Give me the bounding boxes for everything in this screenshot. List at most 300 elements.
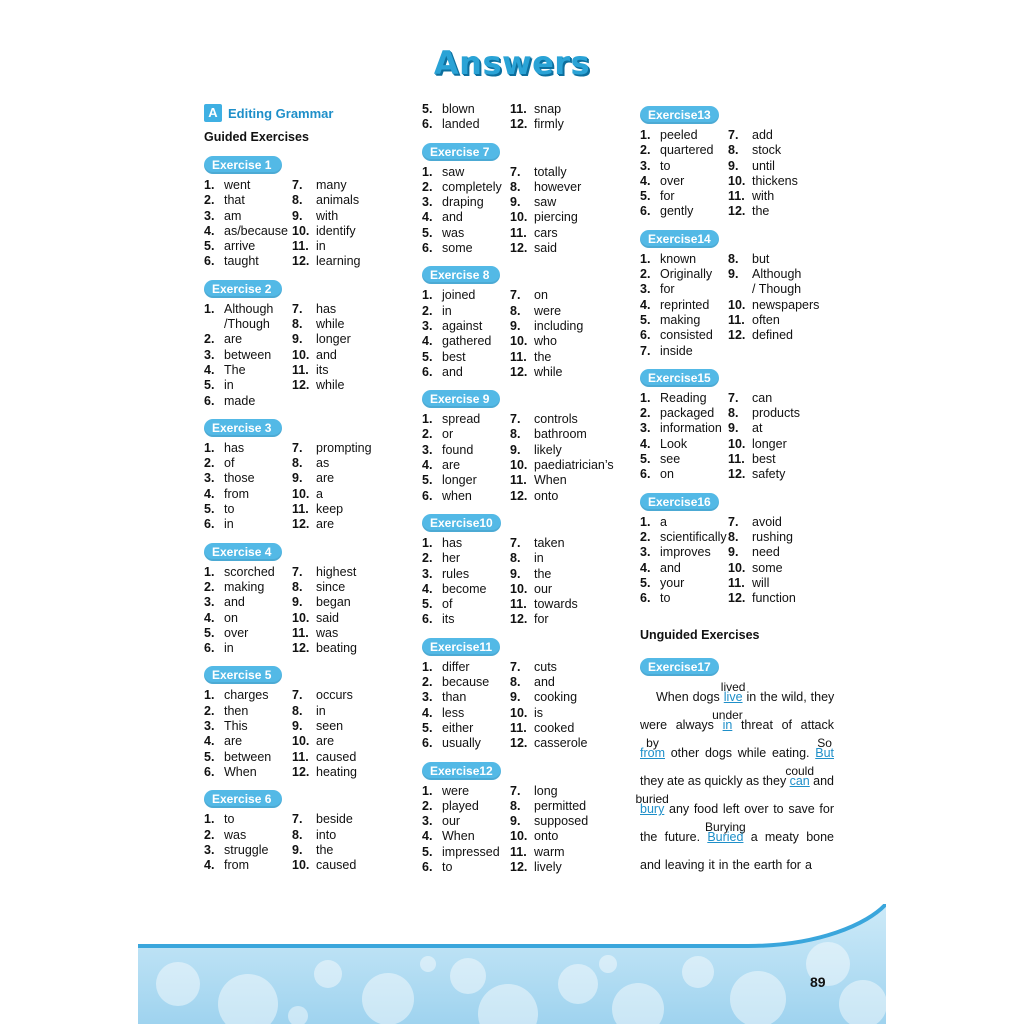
answer-word: then <box>224 703 249 718</box>
answer-item <box>422 473 510 488</box>
answer-word: cuts <box>534 659 557 674</box>
answer-word: to <box>660 158 671 173</box>
answer-list <box>204 441 412 533</box>
answer-number: 9. <box>510 814 521 829</box>
answer-number: 7. <box>510 783 521 798</box>
answer-word: reprinted <box>660 297 710 312</box>
answer-item <box>640 406 728 421</box>
answer-item <box>204 704 292 719</box>
answer-word: arrive <box>224 239 256 254</box>
answer-item <box>292 178 412 193</box>
answer-word: and <box>534 675 555 690</box>
answer-word: learning <box>316 254 361 269</box>
answer-number: 4. <box>204 223 215 238</box>
answer-number: 1. <box>204 564 215 579</box>
answer-word: longer <box>442 473 477 488</box>
answer-item <box>510 180 630 195</box>
answer-number: 3. <box>422 566 433 581</box>
answer-list <box>204 302 412 409</box>
answer-word: said <box>316 610 339 625</box>
answer-word: best <box>442 349 466 364</box>
answer-item <box>204 750 292 765</box>
answer-item <box>204 487 292 502</box>
answer-list <box>422 102 630 133</box>
answer-word: made <box>224 393 256 408</box>
answer-item <box>422 241 510 256</box>
answer-number: 5. <box>204 749 215 764</box>
correction-word: lived <box>720 680 746 695</box>
answer-word: her <box>442 551 461 566</box>
answer-number: 2. <box>204 193 215 208</box>
exercise-label: Exercise 1 <box>204 156 282 174</box>
answer-list <box>422 412 630 504</box>
answer-word: and <box>316 347 337 362</box>
answer-word: in <box>224 517 234 532</box>
answer-word: Although <box>752 267 802 282</box>
answer-number: 1. <box>422 535 433 550</box>
answer-item <box>422 489 510 504</box>
answer-item <box>292 456 412 471</box>
answer-item <box>422 304 510 319</box>
answer-item <box>204 858 292 873</box>
answer-number: 4. <box>422 210 433 225</box>
answer-item <box>728 437 848 452</box>
answer-number: 11. <box>728 189 745 204</box>
answer-item <box>728 128 848 143</box>
answer-number: 8. <box>292 579 303 594</box>
answer-list <box>204 688 412 780</box>
answer-number: 1. <box>422 164 433 179</box>
answer-word: scientifically <box>660 529 727 544</box>
answer-word: went <box>224 178 251 192</box>
answer-number: 12. <box>510 488 528 503</box>
answer-word: from <box>224 858 249 873</box>
answer-word: occurs <box>316 688 353 703</box>
answer-number: 12. <box>292 764 310 779</box>
exercise-label: Exercise11 <box>422 638 500 656</box>
answer-word: a <box>660 514 667 529</box>
answer-item <box>728 328 848 343</box>
answer-word: stock <box>752 143 782 158</box>
answer-word: towards <box>534 597 578 612</box>
answer-item <box>728 143 848 158</box>
answer-list <box>640 252 848 359</box>
corrected-word: But <box>815 746 834 761</box>
answer-number: 1. <box>640 390 651 405</box>
answer-number: 3. <box>422 195 433 210</box>
answer-word: into <box>316 827 337 842</box>
answer-item <box>422 350 510 365</box>
guided-exercises-heading: Guided Exercises <box>204 130 309 144</box>
answer-list <box>204 565 412 657</box>
answer-item <box>292 378 412 393</box>
answer-number: 3. <box>422 814 433 829</box>
answer-item <box>422 117 510 132</box>
exercise-label: Exercise 4 <box>204 543 282 561</box>
corrected-word: can <box>789 774 810 789</box>
answer-number: 9. <box>728 158 739 173</box>
answer-item <box>292 317 412 332</box>
answer-item <box>510 473 630 488</box>
answer-number: 2. <box>204 827 215 842</box>
answer-item <box>510 567 630 582</box>
answer-item <box>204 394 292 409</box>
passage-word: ate <box>667 774 685 789</box>
answer-number: 9. <box>510 566 521 581</box>
answer-item <box>422 597 510 612</box>
answer-list <box>640 391 848 483</box>
answer-word: while <box>534 364 563 379</box>
answer-word: avoid <box>752 514 782 529</box>
answer-word: casserole <box>534 736 588 751</box>
answer-item <box>292 858 412 873</box>
answer-word: many <box>316 178 347 192</box>
answer-item <box>728 406 848 421</box>
answer-word: has <box>316 301 337 316</box>
answer-word: products <box>752 406 800 421</box>
answer-word: animals <box>316 193 360 208</box>
answer-item <box>640 159 728 174</box>
answer-item <box>640 576 728 591</box>
answer-number: 8. <box>728 251 739 266</box>
answer-word: Look <box>660 436 688 451</box>
exercise-label: Exercise17 <box>640 658 719 676</box>
answer-item <box>640 189 728 204</box>
answer-item <box>422 551 510 566</box>
answer-number: 10. <box>292 858 310 873</box>
answer-word: heating <box>316 764 358 779</box>
answer-number: 8. <box>510 798 521 813</box>
answer-word: struggle <box>224 842 269 857</box>
answer-word: impressed <box>442 844 500 859</box>
answer-item <box>728 298 848 313</box>
answer-item <box>292 843 412 858</box>
answer-number: 8. <box>292 827 303 842</box>
answer-word: and <box>660 560 681 575</box>
answer-number: 9. <box>510 442 521 457</box>
answer-item <box>510 660 630 675</box>
answer-item <box>422 567 510 582</box>
answer-item <box>204 348 292 363</box>
passage-word: a <box>750 830 758 845</box>
answer-number: 12. <box>728 467 746 482</box>
answer-word: your <box>660 575 685 590</box>
exercise-label: Exercise13 <box>640 106 719 124</box>
answer-item <box>422 660 510 675</box>
answer-word: was <box>316 625 339 640</box>
passage-word: earth <box>753 858 783 873</box>
page-title: Answers <box>433 44 591 82</box>
answer-number: 4. <box>422 581 433 596</box>
answer-word: against <box>442 318 483 333</box>
answer-word: / Though <box>752 282 802 297</box>
exercise-label: Exercise 8 <box>422 266 500 284</box>
answer-item <box>204 239 292 254</box>
passage-word: over <box>744 802 769 817</box>
answer-word: as/because <box>224 223 288 238</box>
passage-word: the <box>732 858 750 873</box>
answer-item <box>510 458 630 473</box>
answer-number: 6. <box>422 241 433 256</box>
answer-word: landed <box>442 117 480 132</box>
answer-item <box>728 204 848 219</box>
answer-item <box>728 421 848 436</box>
answer-number: 2. <box>204 332 215 347</box>
answer-item <box>292 765 412 780</box>
answer-item <box>510 102 630 117</box>
answer-word: onto <box>534 829 559 844</box>
passage-word: food <box>693 802 719 817</box>
answer-word: permitted <box>534 798 587 813</box>
answer-number: 4. <box>204 610 215 625</box>
answer-item <box>422 165 510 180</box>
answer-number: 5. <box>422 473 433 488</box>
answer-item <box>422 784 510 799</box>
answer-number: 5. <box>640 452 651 467</box>
answer-item <box>204 317 292 332</box>
answer-number: 8. <box>728 406 739 421</box>
answer-word: beating <box>316 641 358 656</box>
answer-list <box>640 515 848 607</box>
answer-item <box>422 412 510 427</box>
answer-item <box>292 332 412 347</box>
answer-item <box>640 344 728 359</box>
answer-number: 1. <box>640 128 651 142</box>
answer-word: less <box>442 705 465 720</box>
answer-item <box>292 193 412 208</box>
answer-number: 9. <box>292 208 303 223</box>
passage-word: for <box>819 802 834 817</box>
corrected-word: from <box>640 746 665 761</box>
answer-item <box>640 313 728 328</box>
answer-item <box>292 688 412 703</box>
answer-number: 8. <box>510 303 521 318</box>
answer-word: than <box>442 690 467 705</box>
passage-word: as <box>687 774 701 789</box>
answer-word: in <box>224 378 234 393</box>
corrected-word: bury <box>640 802 665 817</box>
answer-item <box>292 595 412 610</box>
answer-item <box>422 226 510 241</box>
answer-item <box>510 241 630 256</box>
answer-item <box>422 427 510 442</box>
answer-number: 10. <box>510 581 528 596</box>
answer-word: caused <box>316 858 357 873</box>
answer-word: until <box>752 158 775 173</box>
answer-number: 8. <box>510 551 521 566</box>
answer-item <box>728 267 848 282</box>
answer-word: cooking <box>534 690 578 705</box>
answer-item <box>510 721 630 736</box>
answer-item <box>204 626 292 641</box>
answer-word: was <box>442 225 465 240</box>
answer-item <box>510 334 630 349</box>
passage-word: for <box>786 858 801 873</box>
answer-number: 6. <box>422 859 433 874</box>
answer-number: 3. <box>204 208 215 223</box>
exercise-label: Exercise 9 <box>422 390 500 408</box>
answer-number: 6. <box>204 764 215 779</box>
answer-number: 4. <box>640 436 651 451</box>
passage-word: were <box>640 718 668 733</box>
passage-word: bone <box>806 830 834 845</box>
answer-item <box>510 365 630 380</box>
answer-word: This <box>224 719 248 734</box>
answer-number <box>292 394 314 409</box>
answer-number: 12. <box>510 612 528 627</box>
answer-item <box>204 441 292 456</box>
answer-number: 11. <box>510 102 527 116</box>
answer-number: 7. <box>510 535 521 550</box>
answer-item <box>204 734 292 749</box>
answer-number: 3. <box>422 318 433 333</box>
answer-word: newspapers <box>752 297 820 312</box>
answer-number: 1. <box>422 659 433 674</box>
answer-item <box>422 536 510 551</box>
answer-number: 10. <box>510 705 528 720</box>
answer-number: 12. <box>292 517 310 532</box>
answer-item <box>292 348 412 363</box>
answer-item <box>728 282 848 297</box>
correction-word: could <box>785 764 815 779</box>
answer-word: some <box>442 241 473 256</box>
answer-word: likely <box>534 442 562 457</box>
answer-number: 12. <box>728 328 746 343</box>
answer-number: 6. <box>640 591 651 606</box>
answer-word: Originally <box>660 267 713 282</box>
answer-list <box>204 812 412 873</box>
answer-word: our <box>442 814 461 829</box>
answer-item <box>728 576 848 591</box>
answer-number: 12. <box>728 204 746 219</box>
answer-word: to <box>224 502 235 517</box>
passage-line <box>640 708 834 736</box>
answer-word: seen <box>316 719 344 734</box>
answer-word: piercing <box>534 210 578 225</box>
answer-item <box>422 288 510 303</box>
passage-word: it <box>708 858 715 873</box>
passage-word: other <box>670 746 700 761</box>
answer-item <box>510 690 630 705</box>
answer-number: 11. <box>292 362 309 377</box>
answer-number: 7. <box>510 412 521 427</box>
answer-item <box>510 612 630 627</box>
correction-word: under <box>712 708 743 723</box>
answer-number: 12. <box>292 641 310 656</box>
answer-number: 4. <box>640 297 651 312</box>
passage-word: any <box>669 802 690 817</box>
answer-word: paediatrician’s <box>534 458 614 473</box>
answer-number: 1. <box>422 412 433 427</box>
exercise-label: Exercise16 <box>640 493 719 511</box>
passage-word: eating. <box>771 746 810 761</box>
answer-word: in <box>442 303 452 318</box>
answer-item <box>204 209 292 224</box>
answer-number: 4. <box>204 486 215 501</box>
answer-item <box>510 210 630 225</box>
answer-item <box>204 224 292 239</box>
answer-item <box>422 334 510 349</box>
answer-number: 1. <box>640 514 651 529</box>
answer-word: the <box>534 566 552 581</box>
answer-item <box>728 530 848 545</box>
exercise-label: Exercise14 <box>640 230 719 248</box>
passage-word: in <box>718 858 729 873</box>
answer-word: known <box>660 251 697 266</box>
answer-number: 7. <box>292 440 303 455</box>
answer-item <box>292 394 412 409</box>
answer-number: 1. <box>204 440 215 455</box>
corrected-word: in <box>722 718 733 733</box>
answer-item <box>422 102 510 117</box>
answer-item <box>510 304 630 319</box>
answer-word: with <box>316 208 339 223</box>
answer-number: 12. <box>510 364 528 379</box>
answer-word: a <box>316 486 323 501</box>
answer-item <box>510 551 630 566</box>
answer-item <box>422 582 510 597</box>
answer-item <box>204 688 292 703</box>
answer-word: between <box>224 347 272 362</box>
answer-number: 5. <box>204 502 215 517</box>
answer-word: with <box>752 189 775 204</box>
answer-number: 4. <box>422 458 433 473</box>
answer-word: consisted <box>660 328 713 343</box>
answer-item <box>510 845 630 860</box>
answer-item <box>204 765 292 780</box>
answer-item <box>422 365 510 380</box>
answer-number: 7. <box>292 301 303 316</box>
answer-item <box>510 814 630 829</box>
answer-item <box>292 487 412 502</box>
answer-item <box>292 239 412 254</box>
answer-item <box>292 302 412 317</box>
answer-number: 6. <box>204 393 215 408</box>
answer-list <box>422 660 630 752</box>
passage-word: they <box>640 774 664 789</box>
answer-number: 1. <box>422 783 433 798</box>
answer-number: 8. <box>292 193 303 208</box>
answer-word: said <box>534 241 557 256</box>
exercise-label: Exercise 7 <box>422 143 500 161</box>
answer-number: 2. <box>640 529 651 544</box>
answer-word: but <box>752 251 770 266</box>
answer-number: 6. <box>422 364 433 379</box>
answer-word: charges <box>224 688 269 703</box>
passage-word: they <box>810 690 835 705</box>
answer-item <box>204 378 292 393</box>
answer-word: that <box>224 193 245 208</box>
answer-item <box>422 690 510 705</box>
answer-word: lively <box>534 859 562 874</box>
answer-item <box>728 391 848 406</box>
answer-word: including <box>534 318 584 333</box>
answer-item <box>204 363 292 378</box>
passage-word: leaving <box>664 858 705 873</box>
answer-number: 10. <box>510 334 528 349</box>
answer-item <box>292 441 412 456</box>
answer-number: 10. <box>292 610 310 625</box>
exercise-label: Exercise 3 <box>204 419 282 437</box>
answer-word: for <box>660 189 675 204</box>
answer-word: draping <box>442 195 484 210</box>
unguided-exercises-heading: Unguided Exercises <box>640 628 760 643</box>
answer-number: 2. <box>204 703 215 718</box>
answer-item <box>510 784 630 799</box>
answer-number: 11. <box>292 239 309 254</box>
answer-item <box>422 860 510 875</box>
answer-word: completely <box>442 179 502 194</box>
